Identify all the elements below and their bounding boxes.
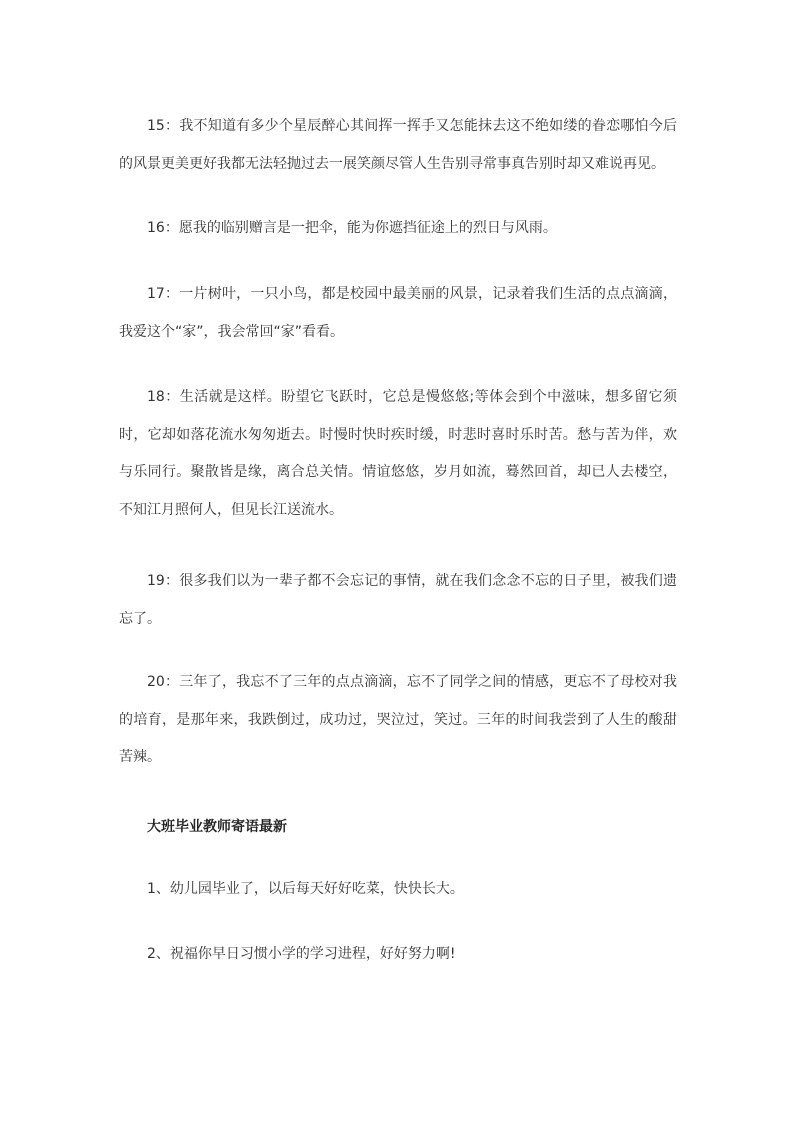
paragraph-15 [119,108,677,183]
list-item-text: 2、祝福你早日习惯小学的学习进程，好好努力啊! [147,946,456,962]
paragraph-16 [119,210,677,248]
paragraph-text: 20：三年了，我忘不了三年的点点滴滴，忘不了同学之间的情感，更忘不了母校对我的培育，是那年来，我跌倒过，成功过，哭泣过，笑过。三年的时间我尝到了人生的酸甜苦辣。 [119,674,677,765]
paragraph-18 [119,379,677,529]
paragraph-text: 19：很多我们以为一辈子都不会忘记的事情，就在我们念念不忘的日子里，被我们遗忘了。 [119,573,677,627]
paragraph-text: 18：生活就是这样。盼望它飞跃时，它总是慢悠悠;等体会到个中滋味，想多留它须时，它却如落花流水匆匆逝去。时慢时快时疾时缓，时悲时喜时乐时苦。愁与苦为伴，欢与乐同行。聚散皆是缘，离合总关情。情谊悠悠，岁月如流，蓦然回首，却已人去楼空，不知江月照何人，但见长江送流水。 [119,389,677,518]
list-item-text: 1、幼儿园毕业了，以后每天好好吃菜，快快长大。 [147,881,464,897]
paragraph-17 [119,276,677,351]
paragraph-text: 16：愿我的临别赠言是一把伞，能为你遮挡征途上的烈日与风雨。 [147,220,557,236]
paragraph-text: 17：一片树叶，一只小鸟，都是校园中最美丽的风景，记录着我们生活的点点滴滴，我爱这个“家”，我会常回“家”看看。 [119,286,677,340]
section-heading: 大班毕业教师寄语最新 [147,819,287,835]
paragraph-19 [119,563,677,638]
list-item [119,936,677,974]
list-item [119,871,677,909]
paragraph-20 [119,664,677,777]
paragraph-text: 15：我不知道有多少个星辰醉心其间挥一挥手又怎能抹去这不绝如缕的眷恋哪怕今后的风景更美更好我都无法轻抛过去一展笑颜尽管人生告别寻常事真告别时却又难说再见。 [119,118,677,172]
